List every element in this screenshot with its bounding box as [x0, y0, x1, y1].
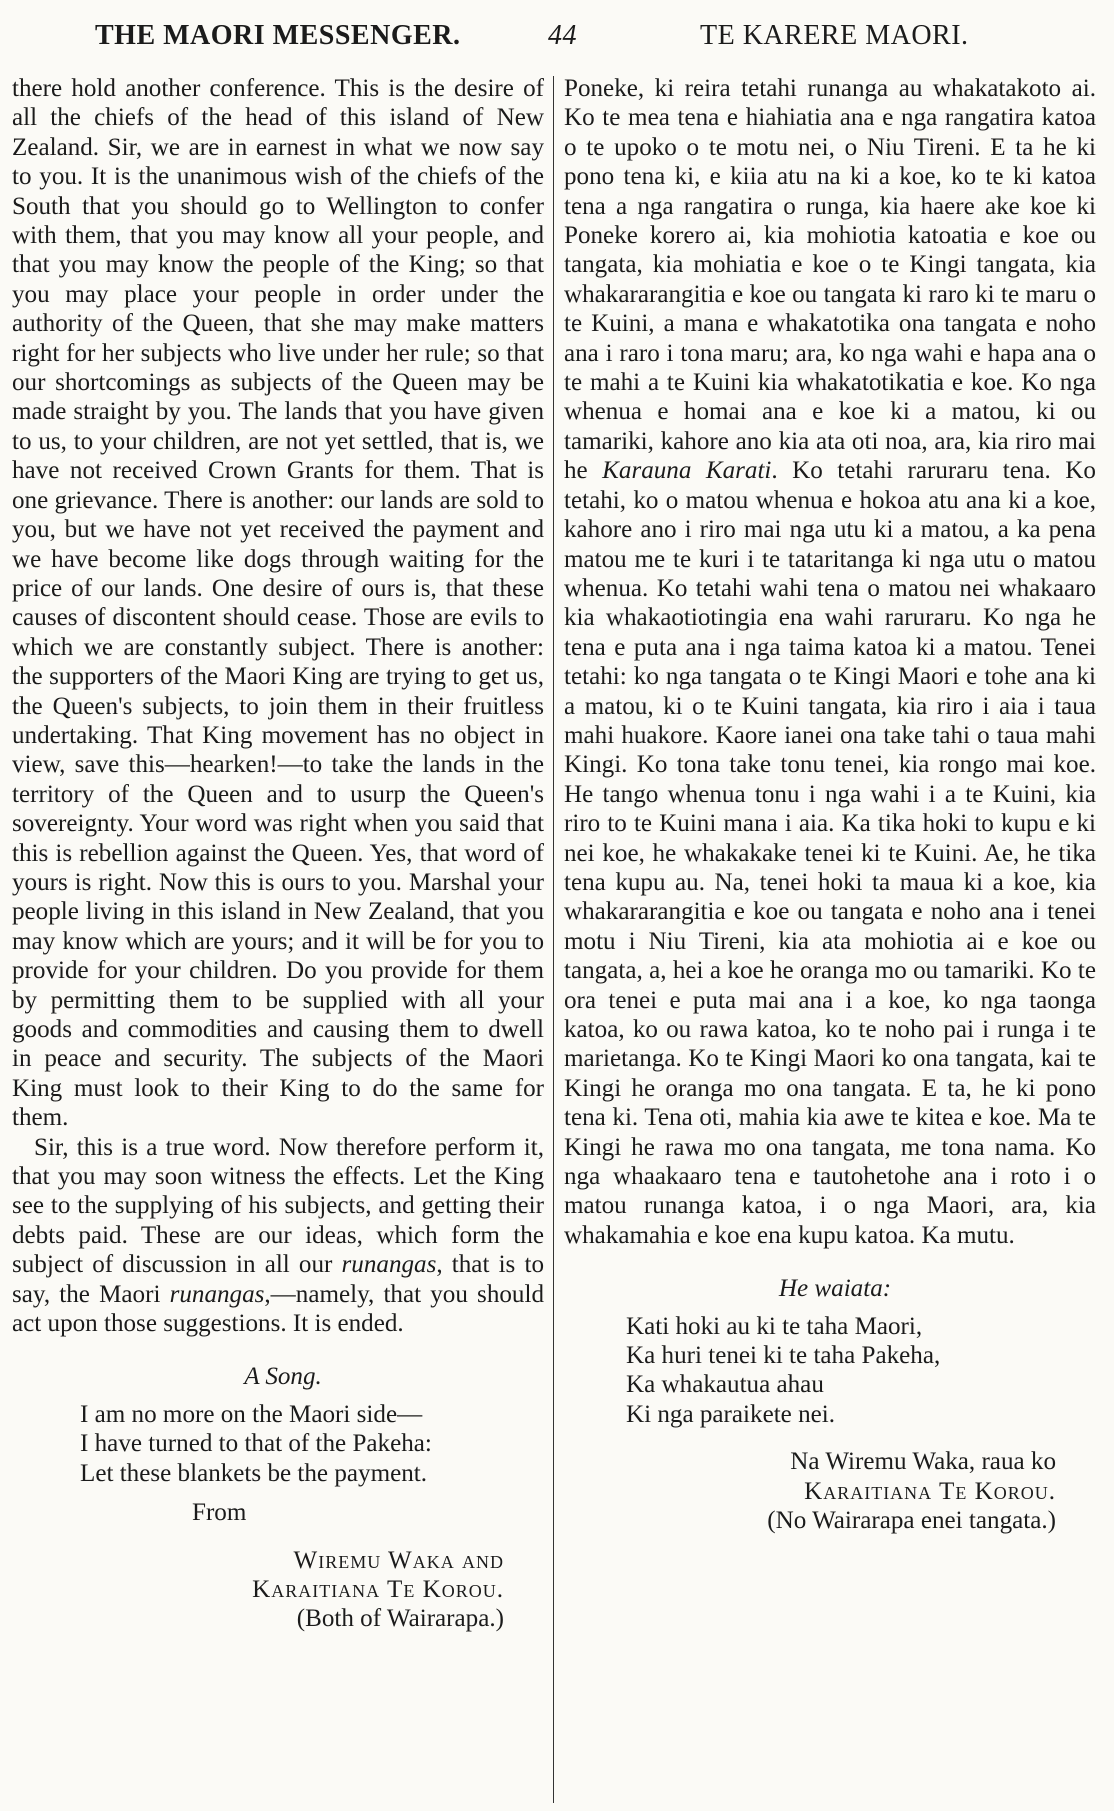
english-song-lines	[12, 1400, 544, 1488]
maori-paragraph-1	[564, 74, 1096, 1250]
page-header	[0, 14, 1114, 54]
maori-song-lines	[564, 1312, 1096, 1430]
english-column	[12, 74, 544, 1799]
from-label: From	[192, 1499, 247, 1527]
maori-song-line: Ki nga paraikete nei.	[626, 1400, 836, 1428]
page-number: 44	[548, 20, 577, 51]
maori-column	[564, 74, 1096, 1799]
maori-song-line: Ka whakautua ahau	[626, 1371, 824, 1399]
maori-song-title: He waiata:	[778, 1275, 892, 1303]
maori-paragraph-1-text-a: Poneke, ki reira tetahi runanga au whakatakoto ai. Ko te mea tena e hiahiatia ana e nga rangatira katoa o te upoko o te motu nei, o Niu Tireni. E ta he ki pono tena ki, e kiia atu na ki a koe, ko te ki katoa tena a nga rangatira o runga, kia haere ake koe ki Poneke korero ai, kia mohiotia katoatia e koe ou tangata, kia mohiatia e koe o te Kingi tangata, kia whakararangitia e koe ou tangata ki raro ki te maru o te Kuini, a mana e whakatotika ona tangata e noho ana i raro i tona maru; ara, ko nga wahi e hapa ana o te mahi a te Kuini kia whakatotikatia e koe. Ko nga whenua e homai ana e koe ki a matou, ki ou tamariki, kahore ano kia ata oti noa, ara, kia riro mai he	[564, 75, 1096, 485]
maori-signature-line-3: (No Wairarapa enei tangata.)	[767, 1507, 1056, 1535]
english-song-line: I am no more on the Maori side—	[80, 1400, 423, 1428]
header-maori-title: TE KARERE MAORI.	[700, 20, 969, 51]
maori-signature-line-1: Na Wiremu Waka, raua ko	[790, 1448, 1056, 1476]
english-signature-line-3: (Both of Wairarapa.)	[296, 1605, 504, 1633]
maori-signature-line-2: Karaitiana Te Korou.	[804, 1477, 1056, 1505]
english-paragraph-2-text-c: ,—namely, that you should act upon those suggestions. It is ended.	[12, 1280, 544, 1338]
english-paragraph-2-text-a: Sir, this is a true word. Now therefore perform it, that you may soon witness the effects. Let the King see to the supplying of his subjects, and getting their debts paid. These are our ideas, which form the subject of discussion in all our	[12, 1133, 544, 1279]
karauna-karati-italic: Karauna Karati	[602, 457, 772, 485]
maori-paragraph-1-text-b: . Ko tetahi raruraru tena. Ko tetahi, ko o matou whenua e hokoa atu ana ki a koe, kahore ano i riro mai nga utu ki a matou, a ka pena matou me te kuri i te tataritanga ki nga utu o matou whenua. Ko tetahi wahi tena o matou nei whakaaro kia whakaotiotingia ena wahi raruraru. Ko nga he tena e puta ana i nga taima katoa ki a matou. Tenei tetahi: ko nga tangata o te Kingi Maori e tohe ana ki a matou, ki o te Kuini tangata, kia riro i aia i taua mahi huakore. Kaore ianei ona take tahi o taua mahi Kingi. Ko tona take tonu tenei, kia rongo mai koe. He tango whenua tonu i nga wahi i a te Kuini, kia riro to te Kuini mana i aia. Ka tika hoki to kupu e ki nei koe, he whakakake tenei ki te Kuini. Ae, he tika tena kupu au. Na, tenei hoki ta maua ki a koe, kia whakararangitia e koe ou tangata e noho ana i tenei motu i Niu Tireni, kia ata mohiotia ai e koe ou tangata, a, hei a koe he oranga mo ou tamariki. Ko te ora tenei e puta mai ana i a koe, ko nga taonga katoa, ko ou rawa katoa, ko te noho pai i runga i te marietanga. Ko te Kingi Maori ko ona tangata, kai te Kingi he oranga mo ona tangata. E ta, he ki pono tena ki. Tena oti, mahia kia awe te kitea e koe. Ma te Kingi he rawa mo ona tangata, me tona nama. Ko nga whaakaaro tena e tautohetohe ana i roto i o matou runanga katoa, i o nga Maori, ara, kia whakamahia e koe ena kupu katoa. Ka mutu.	[564, 457, 1096, 1249]
maori-song-line: Kati hoki au ki te taha Maori,	[626, 1312, 923, 1340]
english-signature-line-1: Wiremu Waka and	[293, 1546, 504, 1574]
runangas-italic-2: runangas	[169, 1280, 265, 1308]
english-song-title: A Song.	[244, 1363, 322, 1391]
header-english-title: THE MAORI MESSENGER.	[95, 20, 461, 51]
maori-signature	[564, 1447, 1096, 1535]
english-paragraph-2-text-b: , that is to say, the Maori	[12, 1251, 544, 1308]
english-song-line: I have turned to that of the Pakeha:	[80, 1430, 432, 1458]
english-signature-line-2: Karaitiana Te Korou.	[252, 1575, 504, 1603]
maori-song-line: Ka huri tenei ki te taha Pakeha,	[626, 1342, 941, 1370]
english-paragraph-2	[12, 1133, 544, 1339]
english-signature	[12, 1546, 544, 1634]
english-paragraph-1: there hold another conference. This is the desire of all the chiefs of the head of this island of New Zealand. Sir, we are in earnest in what we now say to you. It is the unanimous wish of the chiefs of the South that you should go to Wellington to confer with them, that you may know all your people, and that you may know the people of the King; so that you may place your people in order under the authority of the Queen, that she may make matters right for her subjects who live under her rule; so that our shortcomings as subjects of the Queen may be made straight by you. The lands that you have given to us, to your children, are not yet settled, that is, we have not received Crown Grants for them. That is one grievance. There is another: our lands are sold to you, but we have not yet received the payment and we have become like dogs through waiting for the price of our lands. One desire of ours is, that these causes of discontent should cease. Those are evils to which we are constantly subject. There is another: the supporters of the Maori King are trying to get us, the Queen's subjects, to join them in their fruitless undertaking. That King movement has no object in view, save this—hearken!—to take the lands in the territory of the Queen and to usurp the Queen's sovereignty. Your word was right when you said that this is rebellion against the Queen. Yes, that word of yours is right. Now this is ours to you. Marshal your people living in this island in New Zealand, that you may know which are yours; and it will be for you to provide for your children. Do you provide for them by permitting them to be supplied with all your goods and commodities and causing them to dwell in peace and security. The subjects of the Maori King must look to their King to do the same for them.	[12, 75, 544, 1132]
english-song-line: Let these blankets be the payment.	[80, 1459, 428, 1487]
runangas-italic: runangas	[341, 1251, 437, 1279]
column-divider	[553, 76, 554, 1803]
